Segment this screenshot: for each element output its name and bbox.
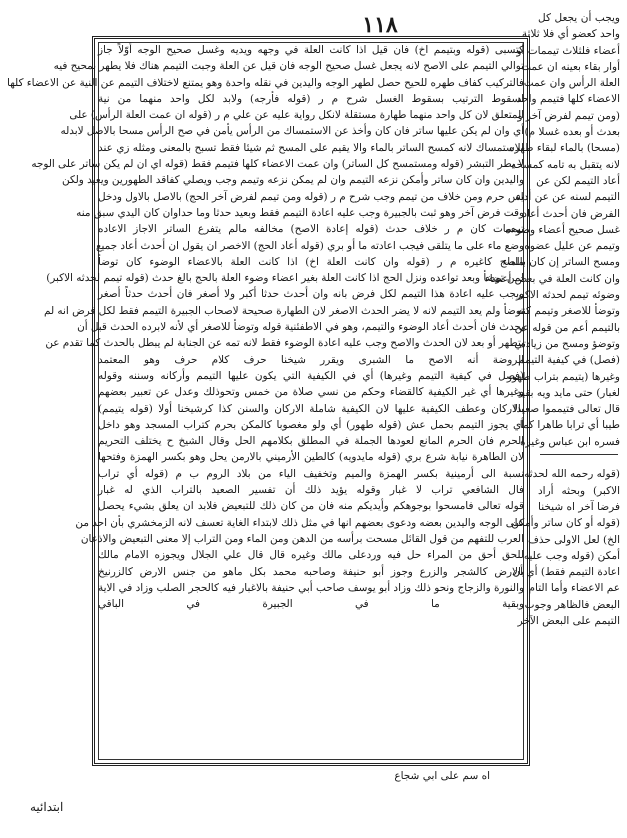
margin-text-line: أعاد التيمم لكن عن xyxy=(536,174,620,187)
margin-text-line: لانه يتقبل به تامه كمسحه xyxy=(510,158,620,171)
page-number: ١١٨ xyxy=(362,12,398,38)
margin-text-line: ويجب أن يجعل كل xyxy=(538,12,620,24)
margin-text-line: قال تعالى فتيمموا صعيدا xyxy=(513,403,620,416)
main-text-line: والنورة والزجاج ونحو ذلك وزاد أبو يوسف صاحب أبي حنيفة بالاغبار فيه كالحجر الصلب وزاد في الاية xyxy=(98,581,524,594)
main-text-line: بالاركان وعطف الكيفية عليها لان الكيفية شاملة الاركان والسنن كذا كرشيخنا أولا (قوله يتيمم) xyxy=(98,402,524,415)
main-text-line: وغيرها أي غير الكيفية كالقضاء وحكم من نسي صلاة من خمس وتحوذلك وعدل عن تعبير بعضهم xyxy=(98,386,524,399)
main-text-line: (فصل في كيفية التيمم وغيرها) أي في الكيفية التي يكون عليها التيمم وأركانه وسننه وقوله xyxy=(98,369,524,382)
margin-text-column xyxy=(484,10,620,770)
footer-note: اه سم على ابي شجاع xyxy=(394,770,490,782)
main-text-line: نسبة الى أرمينية بكسر الهمزة والميم وتخفيف الياء من بلاد الروم ب م (قوله أي تراب xyxy=(98,467,524,480)
margin-text-line: وضوئه تيمم لحدثه الاكبر xyxy=(515,289,620,302)
margin-text-line: وغيرها (يتيمم بتراب طهور xyxy=(506,370,620,383)
margin-text-line: فسره ابن عباس وغيره xyxy=(519,435,620,448)
main-text-line: يس حرم ومن خلاف من تيمم وجب شرح م ر (قوله ومن تيمم لفرض آخر الحج) بالاصل بالاول ودخل xyxy=(98,190,524,203)
margin-text-line: ومسح الساتر إن كان بالماء xyxy=(502,256,620,269)
main-text-line: تيممات كان م ر خلاف حدث (قوله إعادة الاصح) مخالفه مالم يتفرع الساتر الاجاز الاعاده xyxy=(98,223,524,236)
main-text-line: وبقية ما في الجبيرة في الباقي xyxy=(98,598,524,611)
margin-text-line: اعادة التيمم فقط) أي أن xyxy=(512,566,620,579)
main-text-line: أي وان لم يكن عليها ساتر فان كان وأخذ عن الاستمساك من الرأس يأمن في صح الرأس مسحا بالاصل لابدله xyxy=(60,125,524,138)
margin-text-line: الاعضاء كلها فتيمم واحد xyxy=(516,93,620,106)
margin-text-line: الاكبر) وبحثه أراد xyxy=(538,484,620,497)
margin-text-line: الخ) لعل الاولى حذف xyxy=(527,533,620,546)
margin-text-line: (ومن تيمم لفرض آخر و xyxy=(517,109,620,122)
main-text-line: لسقوط الترتيب بسقوط الغسل شرح م ر (قوله فأرجه) ولابد لكل واحد منهما من نية xyxy=(98,92,524,105)
margin-text-line: بالتيمم أعم من قوله عن xyxy=(514,321,620,334)
margin-text-line: (فصل) في كيفية التيمم xyxy=(518,354,620,367)
margin-text-line xyxy=(538,450,620,466)
margin-text-line: التيمم لسنه عن عن أداء xyxy=(515,191,620,204)
main-text-line: فالتركيب كفاف طهره للحيح حصل لطهر الوجه واليدين في نقله واحدة وهو يمتنع لاختلاف التيمم عن النية عن الاعضاء كلها xyxy=(7,76,524,89)
margin-text-line: التيمم على البعض الآخر xyxy=(517,614,620,627)
margin-text-line: وتوضؤ ومسح من زيادتي xyxy=(514,337,620,350)
main-text-line: كتسبى (قوله وبتيمم اخ) فان قيل اذا كانت العلة في وجهه ويديه وغسل صحيح الوجه أوّلاً جاز xyxy=(98,44,524,56)
margin-text-line: (قوله أو كان ساتر وأمكن xyxy=(511,517,620,530)
margin-text-line: وان كانت العلة في بعض أعضاء xyxy=(484,272,620,285)
margin-text-line: عم الاعضاء وأما التام xyxy=(528,582,620,595)
main-text-line: واليدين وان كان ساتر وأمكن نزعه التيمم وان لم يمكن نزعه وتيمم وجب ويصلي كفاقد الطهورين ويعيد ولكن xyxy=(61,174,524,187)
main-commentary-text xyxy=(7,42,524,760)
main-text-line: ماصح كاغيره م ر (قوله وان كانت العلة اخ) اذا كانت العلة بالاعضاء الوضوء كان توضأ xyxy=(98,255,524,268)
main-text-line: وضع ماء على ما يتلقى فيجب اعادته ما أو بري (قوله أعاد الحج) الاخصر ان يقول ان أحدث أعاد جميع xyxy=(95,239,524,252)
main-text-line: توضأ ولم يعد التيمم لانه لا يضر الحدث الاصغر لان الطهارة صحيحة لاصحاب الجبيرة التيمم فقط لكل فرض انه لم xyxy=(44,304,524,317)
margin-text-line: لغبار) حتى مايد ويه بقيد xyxy=(516,386,620,399)
main-text-line: لمن توضأ وبعد تواعده ونزل الحج اذا كانت العلة بغير اعضاء وضوء العلة بالحج بالغ حدث (قوله تيمم لحدثه الاكبر) xyxy=(46,272,524,285)
margin-text-line: العلة الرأس وان عمت xyxy=(523,77,620,90)
margin-text-line: أعضاء فلثلاث تيممات أو xyxy=(516,44,620,57)
main-text-line: للاستمساك لانه كمسح الساتر بالماء والا يقيم على المسح ثم شيئا فقط تسبح بالمعنى ومثله زي عند xyxy=(98,141,524,154)
main-text-line: يحدث فان أحدث أعاد الوضوء والتيمم، وهو في الاطفئنية قوله وتوضأ للاصغر أي لأنه لابرده الحدث قبل أن xyxy=(77,321,524,334)
margin-text-line: واحد كعضو أي فلا ثلاثة xyxy=(521,28,620,41)
main-text-line: توالي التيمم على الاصح لانه يجعل غسل صحيح الوجه فان قيل عن العلة وجبت التيمم هناك فلا يطهر بمحيح فيه xyxy=(53,60,524,73)
margin-text-line: أمكن (قوله وجب عليه xyxy=(523,549,620,562)
main-text-line: لان الطاهرة نيابة شرع بري (قوله مايدويه) كالطين الأرميني بالارمن يحل وهو بكسر الهمزة وفتحها xyxy=(98,451,524,464)
main-text-line: المتعلق لان كل واحد منهما طهارة مستقلة لانكل رواية عليه عن علي م ر (قوله ان عمت العلة الرأس) على xyxy=(69,109,524,122)
margin-text-line: وتوضأ للاصغر وتيمم كنه xyxy=(517,305,620,318)
main-text-line: الروضة أنه الاصح ما الشبرى ويقرر شيخنا حرف كلام حرف وهو المعتمد xyxy=(98,353,524,366)
margin-text-line: الفرض فان أحدث أعاد xyxy=(522,207,620,220)
main-text-line: فال الشافعي تراب لا غبار وقوله يؤيد ذلك أن تفسير الصعيد بالتراب الذي له غبار xyxy=(98,484,524,497)
margin-text-line: وتيمم عن عليل عضوه xyxy=(524,240,620,253)
margin-text-line: البعض فالظاهر وجوب xyxy=(524,598,620,611)
margin-divider xyxy=(540,454,618,455)
main-text-line: بالارض كالشجر والزرع وجوز أبو حنيفة وصاحبه محمد بكل ماهو من جنس الارض كالزرنيخ xyxy=(98,565,524,578)
margin-text-line: (مسحا) بالماء لبقاء طهره xyxy=(508,142,620,155)
main-text-line: وقت فرض آخر وهو ثبت بالجبيرة وجب عليه اعادة التيمم فقط وبعيد حدثا وما حداوان كان اليدي سبق منه xyxy=(76,206,524,219)
main-text-line: الحرم فان الحرم المانع لعودها الجملة في المطلق بكلامهم الحل وقال الشيخ ح يختلف التحريم xyxy=(98,435,524,448)
margin-text-line: أوار بقاء بعينه ان عمت xyxy=(521,60,620,73)
main-text-line: على الوجه واليدين بعضه ودعوى بعضهم انها في مثل ذلك لابتداء الغاية تعسف لانه الزمخشري بأن احد من xyxy=(75,516,524,529)
main-text-line: للحق أحق من المراء حل فيه وردعلى مالك وغيره قال قال علي الجلال ويجوزه الامام مالك xyxy=(98,549,524,562)
catchword: ابتدائيه xyxy=(30,800,64,814)
main-text-line: العرب للتفهم من قول القائل مسحت برأسه من الدهن ومن الماء ومن التراب إلا معنى التبعيض والاذعان xyxy=(80,532,524,545)
margin-text-line: فرضا آخر اه شيخنا xyxy=(538,500,620,513)
main-text-line: لا يطر التبشر (قوله ومستمسح كل الساتر) وان عمت الاعضاء كلها فتيمم فقط (قوله اي ان لم يكن ساتر على الوجه xyxy=(31,158,524,171)
margin-text-line: بعدث أو بعده غسلا م) xyxy=(524,126,620,139)
main-text-line: قوله تعالى فامسحوا بوجوهكم وأيديكم منه فان من كان ذلك للتبعيض فلابد ان يعلق بشيء يحصل xyxy=(98,500,524,513)
main-text-line: يتطهر أو بعد لان الحدث والاصح وجب عليه اعادة الوضوء فقط لانه تمه عن الجنابة لم يبطل بالحدث كما تقدم عن xyxy=(45,337,524,350)
main-text-line: ويجب عليه اعادة هذا التيمم لكل فرض بانه وان أحدث حدثا أكبر ولا أصغر فان أحدث حدثاً أصغر xyxy=(98,288,524,301)
margin-text-line: (قوله رحمه الله لحدثه xyxy=(524,468,620,481)
margin-text-line: طيبا أي ترابا طاهرا كما xyxy=(519,419,620,432)
margin-text-line: غسل صحيح أعضاء وضوءه xyxy=(505,223,620,236)
main-text-line: أي يجوز التيمم بحمل عش (قوله طهور) أي ولو مغصوبا كالمكن بحرم كتراب المسجد وهو داخل xyxy=(98,418,524,431)
